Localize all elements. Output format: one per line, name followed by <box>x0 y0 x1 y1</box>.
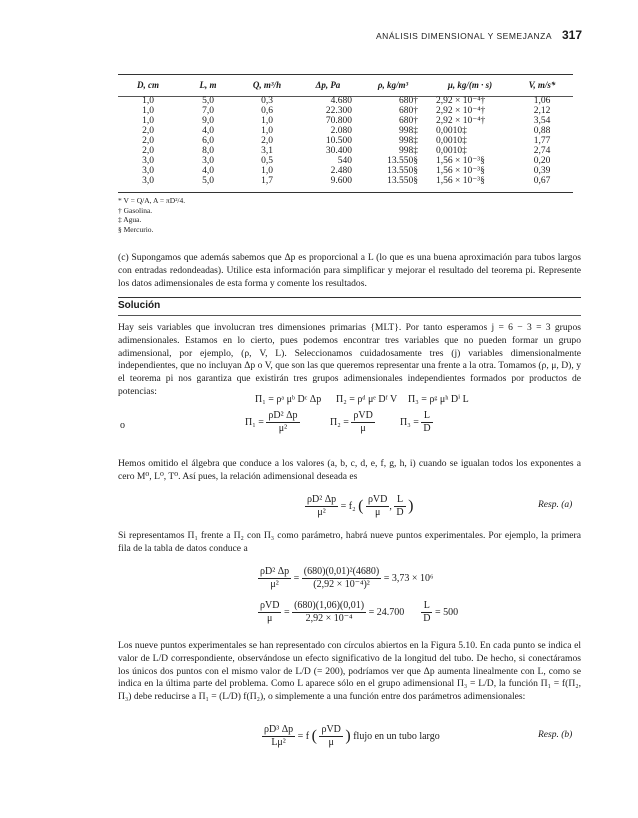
pi-2-label: Π₂ = <box>330 416 349 428</box>
numerator: (680)(0,01)²(4680) <box>303 566 380 577</box>
pi-group-definition-2: Π₂ = ρᵈ μᵉ Dᶠ V <box>336 394 398 405</box>
numerator: L <box>421 600 432 613</box>
denominator: D <box>423 613 431 624</box>
table-row <box>118 166 570 176</box>
table-cell: 9.600 <box>330 176 352 186</box>
denominator: (2,92 × 10⁻⁴)² <box>313 579 370 590</box>
close-paren: ) <box>408 497 414 515</box>
table-cell: 30.400 <box>325 146 352 156</box>
numerator: ρVD <box>353 410 373 421</box>
table-cell: 1,0 <box>261 116 273 126</box>
denominator: μ <box>267 613 273 624</box>
table-cell: 2,92 × 10⁻⁴† <box>436 106 486 116</box>
table-row <box>118 156 570 166</box>
denominator: D <box>423 423 431 434</box>
table-cell: 680† <box>399 106 418 116</box>
pi-3-value: = 500 <box>434 606 459 618</box>
table-cell: 1,56 × 10⁻³§ <box>436 166 485 176</box>
pi-1-value: = 3,73 × 10⁶ <box>383 572 434 584</box>
pi-2-numeric: $\frac{\text{ρVD}}{\mu}$ = $\frac{(680)(1,06)(0,01)}{\text{2,92 × 10⁻⁴}}$ = 24.700 $\frac{L}{D}$ = 500 <box>260 600 459 624</box>
table-note: * V = Q/A, A = πD²/4. <box>118 196 186 205</box>
table-cell: 6,0 <box>202 136 214 146</box>
table-cell: 1,56 × 10⁻³§ <box>436 176 485 186</box>
solution-top-rule <box>118 297 581 298</box>
table-cell: 2,74 <box>533 146 551 156</box>
answer-label-a: Resp. (a) <box>538 500 573 510</box>
pi-group-definition-1: Π₁ = ρᵃ μᵇ Dᶜ Δp <box>255 394 322 405</box>
table-cell: 8,0 <box>202 146 214 156</box>
table-cell: 4,0 <box>202 166 214 176</box>
table-cell: 4,0 <box>202 126 214 136</box>
denominator: D <box>396 507 404 518</box>
table-header-row <box>118 78 570 96</box>
table-row <box>118 116 570 126</box>
pi-2-result <box>330 410 375 435</box>
denominator: μ² <box>270 579 279 590</box>
table-cell: 0,39 <box>533 166 551 176</box>
length-ratio-fraction <box>394 494 405 519</box>
table-cell: 1,0 <box>142 116 154 126</box>
table-row <box>118 146 570 156</box>
running-title: ANÁLISIS DIMENSIONAL Y SEMEJANZA <box>376 31 552 41</box>
solution-paragraph-3: Si representamos Π₁ frente a Π₂ con Π₃ como parámetro, habrá nueve puntos experimentales. Por ejemplo, la primera fila de la tabla de datos conduce a <box>118 530 581 554</box>
pi-2-value: = 24.700 <box>368 606 405 618</box>
pi-1-numeric: $\frac{\text{ρD² Δp}}{\text{μ²}}$ = $\frac{\text{(680)(0,01)²(4680)}}{\text{(2,92 × 10⁻⁴)²}}$ = 3,73 × 10⁶ <box>260 566 434 590</box>
table-row <box>118 106 570 116</box>
pi-1-over-l-fraction <box>262 724 295 749</box>
pi-1-fraction <box>266 410 299 435</box>
solution-paragraph-2: Hemos omitido el álgebra que conduce a los valores (a, b, c, d, e, f, g, h, i) cuando se igualan todos los exponentes a cero M⁰, L⁰, T⁰. Así pues, la relación adimensional deseada es <box>118 458 581 482</box>
pi-3-result <box>400 410 433 435</box>
table-body <box>118 96 570 186</box>
column-header: L, m <box>199 80 217 90</box>
table-cell: 3,54 <box>533 116 551 126</box>
table-cell: 0,88 <box>533 126 551 136</box>
table-cell: 9,0 <box>202 116 214 126</box>
table-cell: 680† <box>399 116 418 126</box>
pi-3-fraction <box>421 410 432 435</box>
table-cell: 2.080 <box>330 126 352 136</box>
pi-2-fraction <box>351 410 374 435</box>
column-header: V, m/s* <box>528 80 556 90</box>
table-cell: 10.500 <box>325 136 352 146</box>
table-cell: 540 <box>337 156 352 166</box>
table-cell: 1,06 <box>533 96 551 106</box>
numerator: ρD³ Δp <box>264 724 294 735</box>
denominator: Lμ² <box>271 737 286 748</box>
question-part-c: (c) Supongamos que además sabemos que Δp es proporcional a L (lo que es una buena aproximación para tubos largos con entradas redondeadas). Utilice esta información para simplificar y mejorar el resultado del teorema pi. Represente los datos adimensionales de esta forma y comente los resultados. <box>118 252 581 289</box>
table-cell: 4.680 <box>330 96 352 106</box>
table-cell: 22.300 <box>325 106 352 116</box>
answer-label-b: Resp. (b) <box>538 730 573 740</box>
pi-3-label: Π₃ = <box>400 416 419 428</box>
table-cell: 2,0 <box>261 136 273 146</box>
table-cell: 2,0 <box>142 146 154 156</box>
table-cell: 1,56 × 10⁻³§ <box>436 156 485 166</box>
table-cell: 3,0 <box>142 166 154 176</box>
table-note: † Gasolina. <box>118 205 153 215</box>
table-cell: 0,0010‡ <box>436 126 467 136</box>
table-cell: 0,0010‡ <box>436 146 467 156</box>
table-cell: 2,12 <box>533 106 551 116</box>
table-bottom-rule <box>118 192 573 193</box>
pi-1-result <box>245 410 300 435</box>
table-cell: 0,67 <box>533 176 551 186</box>
table-cell: 3,1 <box>261 146 273 156</box>
data-table <box>118 78 570 186</box>
pi-2-fraction <box>258 600 281 625</box>
table-cell: 5,0 <box>202 96 214 106</box>
table-cell: 1,0 <box>261 166 273 176</box>
numerator: ρVD <box>321 724 341 735</box>
table-cell: 7,0 <box>202 106 214 116</box>
denominator: μ² <box>317 507 326 518</box>
table-cell: 0,6 <box>261 106 273 116</box>
table-cell: 1,0 <box>261 126 273 136</box>
table-cell: 998‡ <box>399 136 418 146</box>
table-cell: 1,0 <box>142 96 154 106</box>
table-notes <box>118 196 185 234</box>
reynolds-fraction <box>366 494 389 519</box>
table-top-rule <box>118 74 573 75</box>
table-row <box>118 96 570 106</box>
column-header: μ, kg/(m · s) <box>447 80 493 90</box>
solution-paragraph-1: Hay seis variables que involucran tres dimensiones primarias {MLT}. Por tanto esperamos j = 6 − 3 = 3 grupos adimensionales. Estamos en lo cierto, pues podemos encontrar tres variables que no pueden formar un grupo adimensional, por ejemplo, (ρ, V, L). Seleccionamos cuidadosamente tres (j) variables dimensionalmente independientes, que no incluyan Δp o V, que son las que queremos representar una frente a la otra. Tomamos (ρ, μ, D), y el teorema pi nos garantiza que existirán tres grupos adimensionales independientes formados por productos de potencias: <box>118 322 581 397</box>
denominator: μ² <box>278 423 288 434</box>
equation-annotation: flujo en un tubo largo <box>353 730 440 742</box>
denominator: 2,92 × 10⁻⁴ <box>305 613 353 624</box>
pi-1-fraction <box>305 494 338 519</box>
numerator: L <box>421 410 432 423</box>
numerator: ρVD <box>367 494 388 505</box>
numerator: ρVD <box>260 600 280 611</box>
pi-1-fraction <box>258 566 291 591</box>
table-cell: 70.800 <box>325 116 352 126</box>
table-row <box>118 136 570 146</box>
solution-bottom-rule <box>118 315 581 316</box>
table-cell: 3,0 <box>142 156 154 166</box>
numerator: ρD² Δp <box>307 494 337 505</box>
page-header <box>0 28 638 48</box>
column-header: ρ, kg/m³ <box>377 80 409 90</box>
reynolds-fraction <box>319 724 342 749</box>
column-header: D, cm <box>137 80 159 90</box>
column-header: Q, m³/h <box>252 80 282 90</box>
numerator: ρD² Δp <box>268 410 298 421</box>
page-number: 317 <box>561 28 582 42</box>
table-cell: 3,0 <box>142 176 154 186</box>
table-cell: 0,3 <box>261 96 273 106</box>
table-cell: 2,0 <box>142 136 154 146</box>
pi-group-definition-3: Π₃ = ρᵍ μʰ Dⁱ L <box>408 394 469 405</box>
table-note: ‡ Agua. <box>118 215 142 224</box>
denominator: μ <box>328 737 334 748</box>
open-paren: ( <box>311 727 317 745</box>
pi-3-fraction <box>421 600 432 625</box>
table-row <box>118 126 570 136</box>
close-paren: ) <box>345 727 351 745</box>
table-cell: 13.550§ <box>387 176 418 186</box>
numerator: (680)(1,06)(0,01) <box>294 600 365 611</box>
table-cell: 2,92 × 10⁻⁴† <box>436 96 486 106</box>
table-cell: 3,0 <box>202 156 214 166</box>
table-cell: 998‡ <box>399 126 418 136</box>
table-cell: 0,5 <box>261 156 273 166</box>
denominator: μ <box>374 507 381 518</box>
long-pipe-relation <box>262 724 440 749</box>
conjunction-o: o <box>120 420 125 431</box>
table-cell: 5,0 <box>202 176 214 186</box>
table-cell: 13.550§ <box>387 166 418 176</box>
solution-heading: Solución <box>118 300 161 311</box>
table-cell: 2,92 × 10⁻⁴† <box>436 116 486 126</box>
open-paren: ( <box>358 497 364 515</box>
column-header: Δp, Pa <box>315 80 341 90</box>
numerator: L <box>394 494 405 507</box>
pi-1-substitution <box>302 566 381 591</box>
table-cell: 2,0 <box>142 126 154 136</box>
table-row <box>118 176 570 186</box>
table-cell: 1,7 <box>261 176 273 186</box>
denominator: μ <box>360 423 366 434</box>
table-cell: 998‡ <box>399 146 418 156</box>
table-cell: 13.550§ <box>387 156 418 166</box>
function-symbol: = f₂ <box>340 500 356 512</box>
numerator: ρD² Δp <box>260 566 290 577</box>
pi-2-substitution <box>292 600 366 625</box>
table-cell: 0,0010‡ <box>436 136 467 146</box>
table-cell: 680† <box>399 96 418 106</box>
function-symbol: = f <box>297 730 310 742</box>
table-cell: 1,0 <box>142 106 154 116</box>
table-cell: 0,20 <box>533 156 551 166</box>
table-cell: 1,77 <box>533 136 551 146</box>
pi-1-label: Π₁ = <box>245 416 264 428</box>
table-cell: 2.480 <box>330 166 352 176</box>
dimensionless-relation: $\frac{\text{ρD² Δp}}{\text{μ²}}$ = f₂ ( $\frac{\text{ρVD}}{\mu}$ , $\frac{L}{D}$ ) <box>307 494 414 518</box>
table-note: § Mercurio. <box>118 224 154 234</box>
solution-paragraph-4: Los nueve puntos experimentales se han representado con círculos abiertos en la Figura 5.10. En cada punto se indica el valor de L/D correspondiente, observándose un efecto significativo de la longitud del tubo. De hecho, si conectáramos los únicos dos puntos con el mismo valor de L/D (= 200), podríamos ver que Δp aumenta linealmente con L, como se indica en la última parte del problema. Como L aparece sólo en el grupo adimensional Π₃ = L/D, la función Π₁ = f(Π₂, Π₃) debe reducirse a Π₁ = (L/D) f(Π₂), o simplemente a una función entre dos parámetros adimensionales: <box>118 640 581 703</box>
